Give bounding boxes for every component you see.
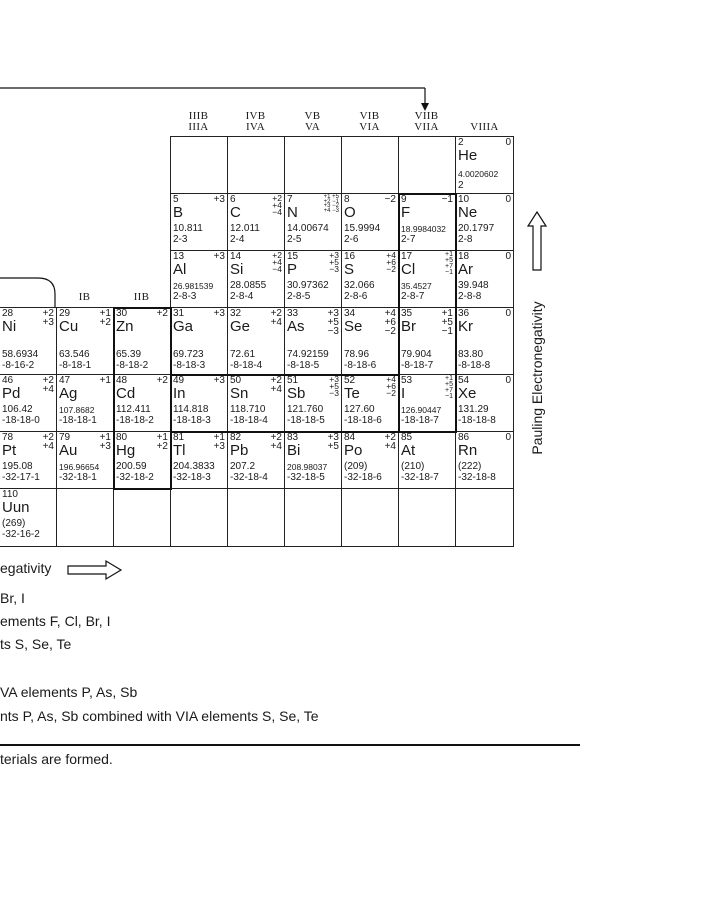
electron-config: -32-18-4 — [230, 472, 268, 483]
atomic-number: 8 — [344, 194, 350, 205]
element-symbol: Ne — [458, 204, 478, 221]
atomic-mass: 131.29 — [458, 404, 489, 415]
element-cell-sb — [284, 374, 342, 432]
atomic-mass: 127.60 — [344, 404, 375, 415]
element-symbol: B — [173, 204, 184, 221]
oxidation-states: +1 +5 −1 — [441, 308, 453, 337]
atomic-mass: 112.411 — [116, 404, 151, 415]
legend-line: ements F, Cl, Br, I — [0, 613, 111, 629]
oxidation-states: +1 — [99, 375, 111, 386]
element-symbol: Rn — [458, 442, 478, 459]
legend-arrow-label: egativity — [0, 560, 52, 576]
empty-cell — [398, 136, 456, 194]
oxidation-states: +3 +5 — [327, 432, 339, 452]
element-cell-ni — [0, 307, 57, 375]
element-cell-f — [398, 193, 456, 251]
electron-config: -8-18-4 — [230, 360, 263, 371]
electron-config: -32-18-1 — [59, 472, 97, 483]
atomic-number: 46 — [2, 375, 14, 386]
atomic-mass: 30.97362 — [287, 280, 329, 291]
atomic-number: 52 — [344, 375, 356, 386]
element-cell-i — [398, 374, 456, 432]
element-symbol: Pd — [2, 385, 21, 402]
electron-config: -32-17-1 — [2, 472, 40, 483]
atomic-number: 17 — [401, 251, 413, 262]
element-symbol: Si — [230, 261, 244, 278]
electron-config: -18-18-0 — [2, 415, 40, 426]
element-cell-au — [56, 431, 114, 489]
empty-cell — [227, 136, 285, 194]
element-symbol: He — [458, 147, 478, 164]
empty-cell — [341, 136, 399, 194]
transition-bracket — [0, 276, 60, 310]
oxidation-states: +2 — [156, 308, 168, 319]
electron-config: -8-18-7 — [401, 360, 434, 371]
oxidation-states: +2 +4 — [384, 432, 396, 452]
oxidation-states: 0 — [505, 308, 511, 319]
atomic-number: 86 — [458, 432, 470, 443]
atomic-number: 34 — [344, 308, 356, 319]
atomic-mass: 106.42 — [2, 404, 33, 415]
element-cell-in — [170, 374, 228, 432]
oxidation-states: −1 — [441, 194, 453, 205]
electron-config: 2-8-4 — [230, 291, 254, 302]
atomic-number: 13 — [173, 251, 185, 262]
oxidation-states: +2 +4 −4 — [272, 193, 282, 217]
electron-config: 2 — [458, 180, 464, 191]
electron-config: 2-8-3 — [173, 291, 197, 302]
atomic-mass: 32.066 — [344, 280, 375, 291]
element-symbol: At — [401, 442, 416, 459]
element-symbol: Se — [344, 318, 363, 335]
element-cell-uun — [0, 488, 57, 547]
atomic-number: 7 — [287, 194, 293, 205]
element-symbol: Au — [59, 442, 78, 459]
element-symbol: Cd — [116, 385, 136, 402]
element-symbol: O — [344, 204, 356, 221]
electron-config: -8-18-1 — [59, 360, 92, 371]
atomic-mass: 107.8682 — [59, 405, 95, 415]
element-symbol: Ag — [59, 385, 78, 402]
atomic-mass: 114.818 — [173, 404, 209, 415]
element-symbol: In — [173, 385, 186, 402]
oxidation-states: 0 — [505, 375, 511, 386]
electron-config: 2-8 — [458, 234, 473, 245]
atomic-mass: 78.96 — [344, 349, 370, 360]
element-symbol: Ge — [230, 318, 251, 335]
oxidation-states: +2 — [156, 375, 168, 386]
empty-cell — [227, 488, 285, 547]
atomic-number: 53 — [401, 375, 413, 386]
electron-config: -32-18-8 — [458, 472, 496, 483]
electron-config: -18-18-3 — [173, 415, 211, 426]
electron-config: -18-18-2 — [116, 415, 154, 426]
atomic-number: 47 — [59, 375, 71, 386]
oxidation-states: +1 +2 — [156, 432, 168, 452]
electron-config: 2-8-8 — [458, 291, 482, 302]
element-cell-ar — [455, 250, 514, 308]
atomic-number: 35 — [401, 308, 413, 319]
element-cell-n — [284, 193, 342, 251]
atomic-number: 54 — [458, 375, 470, 386]
group-header-ivb: IVB IVA — [245, 110, 266, 133]
electron-config: -18-18-6 — [344, 415, 382, 426]
oxidation-states: −2 — [384, 194, 396, 205]
legend-line: VA elements P, As, Sb — [0, 684, 138, 700]
oxidation-states: 0 — [505, 251, 511, 262]
element-cell-si — [227, 250, 285, 308]
atomic-number: 48 — [116, 375, 128, 386]
oxidation-states: +4 +6 −2 — [386, 374, 396, 398]
empty-cell — [341, 488, 399, 547]
element-cell-he — [455, 136, 514, 194]
element-cell-cl — [398, 250, 456, 308]
oxidation-states: +1 +5 +2 −1 +3 −2 +4 −3 — [323, 194, 339, 214]
atomic-mass: 72.61 — [230, 349, 256, 360]
electron-config: -18-18-7 — [401, 415, 439, 426]
oxidation-states: +2 +4 — [270, 432, 282, 452]
element-cell-pb — [227, 431, 285, 489]
element-cell-cu — [56, 307, 114, 375]
atomic-number: 2 — [458, 137, 464, 148]
element-cell-po — [341, 431, 399, 489]
element-symbol: Pt — [2, 442, 17, 459]
element-symbol: Sn — [230, 385, 249, 402]
electron-config: -8-18-5 — [287, 360, 320, 371]
empty-cell — [284, 488, 342, 547]
element-cell-pt — [0, 431, 57, 489]
electron-config: -8-18-2 — [116, 360, 149, 371]
electron-config: -18-18-5 — [287, 415, 325, 426]
element-cell-se — [341, 307, 399, 375]
element-symbol: Po — [344, 442, 363, 459]
electron-config: -32-18-6 — [344, 472, 382, 483]
element-symbol: Al — [173, 261, 187, 278]
atomic-mass: 26.981539 — [173, 281, 214, 291]
atomic-mass: 126.90447 — [401, 405, 442, 415]
element-cell-te — [341, 374, 399, 432]
oxidation-states: +2 +4 — [270, 308, 282, 328]
electron-config: 2-7 — [401, 234, 416, 245]
element-symbol: Hg — [116, 442, 136, 459]
oxidation-states: +3 +5 −3 — [327, 308, 339, 337]
oxidation-states: +3 — [213, 251, 225, 262]
element-cell-kr — [455, 307, 514, 375]
element-symbol: Cu — [59, 318, 79, 335]
atomic-number: 80 — [116, 432, 128, 443]
electron-config: -8-16-2 — [2, 360, 35, 371]
group-header-viiia: VIIIA — [470, 121, 499, 133]
empty-cell — [113, 488, 171, 547]
atomic-number: 33 — [287, 308, 299, 319]
element-cell-pd — [0, 374, 57, 432]
element-cell-zn — [113, 307, 171, 375]
atomic-mass: 63.546 — [59, 349, 90, 360]
atomic-mass: (222) — [458, 461, 482, 472]
electron-config: -32-18-3 — [173, 472, 211, 483]
atomic-number: 18 — [458, 251, 470, 262]
element-symbol: P — [287, 261, 298, 278]
element-cell-ge — [227, 307, 285, 375]
axis-label-vertical: Pauling Electronegativity — [529, 301, 545, 455]
atomic-mass: 4.0020602 — [458, 169, 499, 179]
atomic-number: 5 — [173, 194, 179, 205]
element-symbol: Ni — [2, 318, 17, 335]
group-header-viib: VIIB VIIA — [414, 110, 439, 133]
oxidation-states: +1 +3 — [99, 432, 111, 452]
oxidation-states: +1 +2 — [99, 308, 111, 328]
atomic-number: 81 — [173, 432, 185, 443]
electron-config: 2-8-6 — [344, 291, 368, 302]
element-cell-sn — [227, 374, 285, 432]
element-symbol: Pb — [230, 442, 249, 459]
group-header-vb: VB VA — [304, 110, 321, 133]
element-cell-c — [227, 193, 285, 251]
element-symbol: Sb — [287, 385, 306, 402]
element-symbol: Uun — [2, 499, 30, 516]
atomic-mass: 65.39 — [116, 349, 142, 360]
atomic-mass: 10.811 — [173, 223, 203, 234]
element-cell-xe — [455, 374, 514, 432]
element-cell-rn — [455, 431, 514, 489]
electron-config: -18-18-4 — [230, 415, 268, 426]
atomic-number: 9 — [401, 194, 407, 205]
oxidation-states: +3 +5 −3 — [329, 250, 339, 274]
atomic-mass: 195.08 — [2, 461, 33, 472]
divider — [0, 744, 580, 746]
atomic-mass: 83.80 — [458, 349, 484, 360]
atomic-number: 49 — [173, 375, 185, 386]
atomic-number: 30 — [116, 308, 128, 319]
atomic-mass: 18.9984032 — [401, 224, 446, 234]
atomic-mass: 207.2 — [230, 461, 256, 472]
element-cell-o — [341, 193, 399, 251]
atomic-number: 32 — [230, 308, 242, 319]
electron-config: 2-8-5 — [287, 291, 311, 302]
atomic-mass: 12.011 — [230, 223, 260, 234]
element-symbol: Kr — [458, 318, 473, 335]
element-symbol: F — [401, 204, 411, 221]
element-symbol: Cl — [401, 261, 416, 278]
atomic-mass: 208.98037 — [287, 462, 328, 472]
oxidation-states: +1 +5 +7 −1 — [445, 251, 453, 276]
atomic-number: 79 — [59, 432, 71, 443]
element-cell-b — [170, 193, 228, 251]
atomic-mass: 39.948 — [458, 280, 489, 291]
element-cell-p — [284, 250, 342, 308]
electron-config: -32-16-2 — [2, 529, 40, 540]
element-symbol: Br — [401, 318, 416, 335]
element-symbol: Tl — [173, 442, 186, 459]
element-cell-al — [170, 250, 228, 308]
element-symbol: C — [230, 204, 241, 221]
electron-config: -32-18-2 — [116, 472, 154, 483]
empty-cell — [56, 488, 114, 547]
oxidation-states: +4 +6 −2 — [386, 250, 396, 274]
atomic-mass: 69.723 — [173, 349, 204, 360]
atomic-mass: 200.59 — [116, 461, 147, 472]
atomic-mass: 28.0855 — [230, 280, 267, 291]
atomic-number: 36 — [458, 308, 470, 319]
element-cell-cd — [113, 374, 171, 432]
empty-cell — [284, 136, 342, 194]
oxidation-states: +3 — [213, 375, 225, 386]
atomic-mass: 204.3833 — [173, 461, 215, 472]
oxidation-states: +2 +4 −4 — [272, 250, 282, 274]
atomic-number: 78 — [2, 432, 14, 443]
electron-config: -8-18-3 — [173, 360, 206, 371]
element-cell-br — [398, 307, 456, 375]
right-arrow-icon — [66, 559, 124, 581]
atomic-mass: 74.92159 — [287, 349, 329, 360]
atomic-number: 28 — [2, 308, 14, 319]
element-symbol: I — [401, 385, 406, 402]
legend-line: ts S, Se, Te — [0, 636, 72, 652]
element-symbol: Xe — [458, 385, 477, 402]
oxidation-states: +3 +5 −3 — [329, 374, 339, 398]
empty-cell — [398, 488, 456, 547]
atomic-mass: (269) — [2, 518, 26, 529]
atomic-number: 15 — [287, 251, 299, 262]
legend-line: Br, I — [0, 590, 25, 606]
footer-text: terials are formed. — [0, 751, 113, 767]
oxidation-states: +1 +3 — [213, 432, 225, 452]
oxidation-states: +2 +4 — [42, 375, 54, 395]
element-cell-hg — [113, 431, 171, 489]
atomic-number: 50 — [230, 375, 242, 386]
electron-config: 2-6 — [344, 234, 359, 245]
element-symbol: Zn — [116, 318, 134, 335]
electron-config: 2-4 — [230, 234, 245, 245]
atomic-mass: 14.00674 — [287, 223, 329, 234]
element-cell-ne — [455, 193, 514, 251]
element-symbol: S — [344, 261, 355, 278]
electron-config: -32-18-7 — [401, 472, 439, 483]
atomic-number: 110 — [2, 489, 18, 500]
electron-config: 2-3 — [173, 234, 188, 245]
group-header-vib: VIB VIA — [359, 110, 380, 133]
element-symbol: Ar — [458, 261, 473, 278]
atomic-mass: 15.9994 — [344, 223, 381, 234]
element-cell-at — [398, 431, 456, 489]
atomic-number: 16 — [344, 251, 356, 262]
atomic-number: 85 — [401, 432, 413, 443]
legend-line: nts P, As, Sb combined with VIA elements S, Se, Te — [0, 708, 319, 724]
atomic-mass: 118.710 — [230, 404, 266, 415]
oxidation-states: 0 — [505, 432, 511, 443]
atomic-mass: 196.96654 — [59, 462, 100, 472]
oxidation-states: 0 — [505, 137, 511, 148]
atomic-mass: 121.760 — [287, 404, 324, 415]
oxidation-states: +3 — [213, 308, 225, 319]
oxidation-states: +4 +6 −2 — [384, 308, 396, 337]
group-header-iib: IIB — [133, 291, 150, 303]
atomic-number: 6 — [230, 194, 236, 205]
atomic-number: 83 — [287, 432, 299, 443]
electron-config: 2-5 — [287, 234, 302, 245]
group-header-iiib: IIIB IIIA — [188, 110, 209, 133]
oxidation-states: +1 +5 +7 −1 — [445, 375, 453, 400]
empty-cell — [455, 488, 514, 547]
atomic-number: 14 — [230, 251, 242, 262]
atomic-mass: 58.6934 — [2, 349, 39, 360]
atomic-number: 29 — [59, 308, 71, 319]
atomic-number: 10 — [458, 194, 470, 205]
element-cell-s — [341, 250, 399, 308]
element-symbol: Bi — [287, 442, 301, 459]
oxidation-states: 0 — [505, 194, 511, 205]
electron-config: -18-18-1 — [59, 415, 97, 426]
element-symbol: Ga — [173, 318, 194, 335]
empty-cell — [170, 488, 228, 547]
atomic-mass: (209) — [344, 461, 368, 472]
atomic-number: 82 — [230, 432, 242, 443]
oxidation-states: +2 +4 — [42, 432, 54, 452]
electron-config: -32-18-5 — [287, 472, 325, 483]
atomic-mass: 35.4527 — [401, 281, 432, 291]
empty-cell — [170, 136, 228, 194]
atomic-mass: 79.904 — [401, 349, 432, 360]
element-symbol: As — [287, 318, 305, 335]
electron-config: -18-18-8 — [458, 415, 496, 426]
atomic-number: 31 — [173, 308, 185, 319]
element-cell-tl — [170, 431, 228, 489]
element-cell-ag — [56, 374, 114, 432]
element-cell-ga — [170, 307, 228, 375]
oxidation-states: +2 +4 — [270, 375, 282, 395]
oxidation-states: +3 — [213, 194, 225, 205]
electron-config: -8-18-6 — [344, 360, 377, 371]
element-symbol: Te — [344, 385, 360, 402]
atomic-mass: (210) — [401, 461, 425, 472]
atomic-number: 84 — [344, 432, 356, 443]
element-cell-as — [284, 307, 342, 375]
group-header-ib: IB — [78, 291, 91, 303]
element-cell-bi — [284, 431, 342, 489]
electron-config: 2-8-7 — [401, 291, 425, 302]
element-symbol: N — [287, 204, 298, 221]
electronegativity-up-arrow-icon — [526, 210, 548, 272]
electron-config: -8-18-8 — [458, 360, 491, 371]
oxidation-states: +2 +3 — [42, 308, 54, 328]
atomic-mass: 20.1797 — [458, 223, 495, 234]
atomic-number: 51 — [287, 375, 299, 386]
